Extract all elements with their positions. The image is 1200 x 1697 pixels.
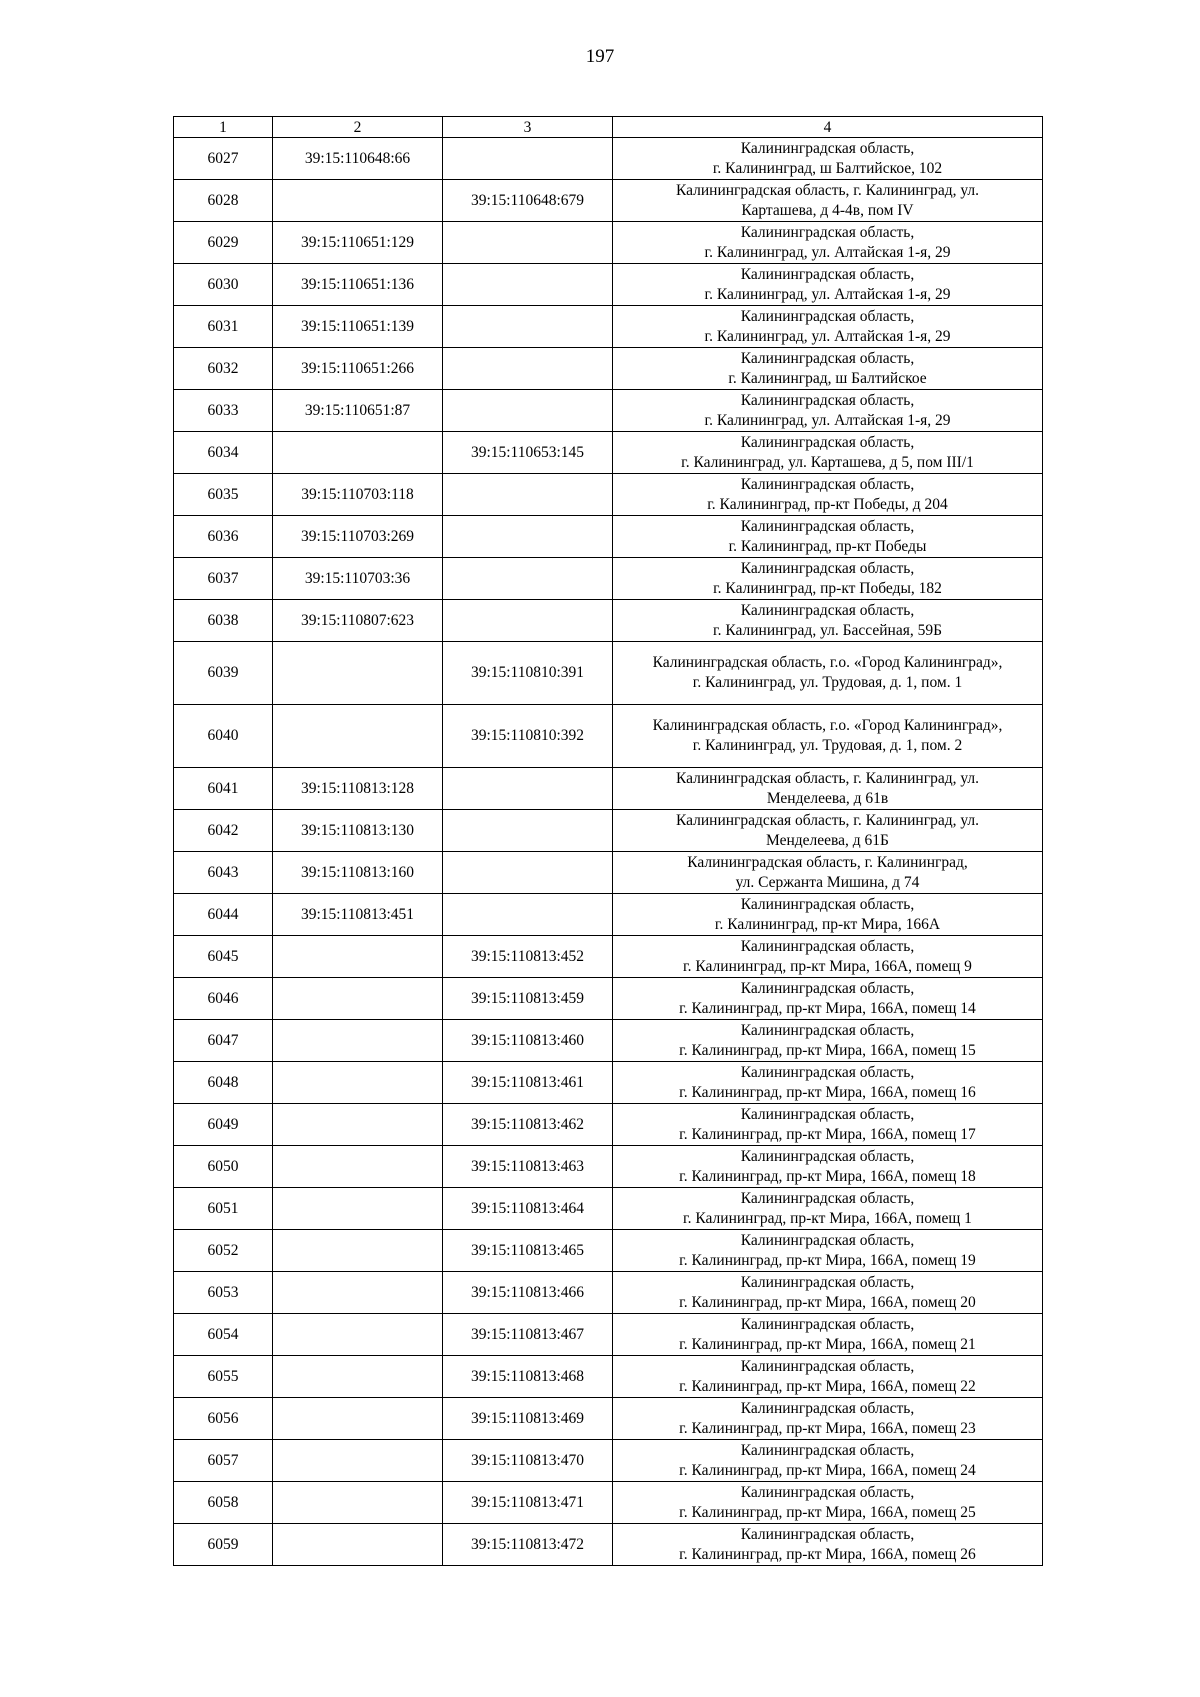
row-number-cell: 6050 — [174, 1146, 273, 1188]
address-line: Калининградская область, — [740, 1357, 915, 1375]
cadastral-number-cell — [273, 1062, 443, 1104]
row-number-cell: 6051 — [174, 1188, 273, 1230]
header-cell-2: 2 — [273, 117, 443, 138]
header-row — [174, 117, 1043, 138]
address-cell — [613, 642, 1043, 705]
address-line: Калининградская область, — [740, 1231, 915, 1249]
premises-cadastral-number-cell: 39:15:110813:463 — [443, 1146, 613, 1188]
address-line: г. Калининград, пр-кт Мира, 166А, помещ 25 — [679, 1503, 976, 1521]
cadastral-number-cell: 39:15:110648:66 — [273, 138, 443, 180]
cadastral-number-cell: 39:15:110651:129 — [273, 222, 443, 264]
table-row — [174, 348, 1043, 390]
address-line: г. Калининград, пр-кт Мира, 166А, помещ 9 — [683, 957, 972, 975]
cadastral-number-cell — [273, 642, 443, 705]
address-cell — [613, 1146, 1043, 1188]
premises-cadastral-number-cell — [443, 348, 613, 390]
table-row — [174, 642, 1043, 705]
address-line: Карташева, д 4-4в, пом IV — [741, 201, 914, 219]
address-cell — [613, 180, 1043, 222]
address-cell — [613, 936, 1043, 978]
table-row — [174, 306, 1043, 348]
premises-cadastral-number-cell — [443, 600, 613, 642]
address-cell — [613, 390, 1043, 432]
cadastral-number-cell: 39:15:110813:128 — [273, 768, 443, 810]
address-line: г. Калининград, пр-кт Мира, 166А, помещ 17 — [679, 1125, 976, 1143]
address-line: г. Калининград, ул. Трудовая, д. 1, пом. 1 — [692, 674, 963, 691]
premises-cadastral-number-cell: 39:15:110813:452 — [443, 936, 613, 978]
table-row — [174, 768, 1043, 810]
cadastral-number-cell: 39:15:110813:451 — [273, 894, 443, 936]
row-number-cell: 6046 — [174, 978, 273, 1020]
row-number-cell: 6028 — [174, 180, 273, 222]
address-line: Калининградская область, — [740, 979, 915, 997]
table-header — [174, 117, 1043, 138]
table-row — [174, 1104, 1043, 1146]
table-row — [174, 810, 1043, 852]
address-cell — [613, 894, 1043, 936]
cadastral-number-cell — [273, 1398, 443, 1440]
address-line: г. Калининград, ул. Алтайская 1-я, 29 — [704, 243, 951, 261]
header-cell-1: 1 — [174, 117, 273, 138]
table-row — [174, 264, 1043, 306]
address-cell — [613, 810, 1043, 852]
row-number-cell: 6043 — [174, 852, 273, 894]
premises-cadastral-number-cell — [443, 306, 613, 348]
cadastral-number-cell — [273, 1272, 443, 1314]
row-number-cell: 6055 — [174, 1356, 273, 1398]
row-number-cell: 6031 — [174, 306, 273, 348]
table-row — [174, 978, 1043, 1020]
address-line: Калининградская область, — [740, 1399, 915, 1417]
address-cell — [613, 1062, 1043, 1104]
address-line: г. Калининград, ул. Карташева, д 5, пом III/1 — [681, 453, 974, 471]
address-cell — [613, 1482, 1043, 1524]
address-line: г. Калининград, пр-кт Мира, 166А, помещ 15 — [679, 1041, 976, 1059]
premises-cadastral-number-cell: 39:15:110813:466 — [443, 1272, 613, 1314]
cadastral-number-cell — [273, 1230, 443, 1272]
address-cell — [613, 306, 1043, 348]
cadastral-number-cell — [273, 1314, 443, 1356]
page-number: 197 — [585, 46, 615, 67]
premises-cadastral-number-cell — [443, 894, 613, 936]
address-cell — [613, 1272, 1043, 1314]
premises-cadastral-number-cell — [443, 810, 613, 852]
address-cell — [613, 474, 1043, 516]
table-body — [174, 138, 1043, 1566]
address-line: Калининградская область, г. Калининград, — [687, 853, 968, 871]
cadastral-number-cell — [273, 705, 443, 768]
row-number-cell: 6047 — [174, 1020, 273, 1062]
table-row — [174, 1230, 1043, 1272]
address-cell — [613, 1398, 1043, 1440]
table-row — [174, 1146, 1043, 1188]
address-line: Калининградская область, — [740, 349, 915, 367]
table-row — [174, 138, 1043, 180]
premises-cadastral-number-cell: 39:15:110813:465 — [443, 1230, 613, 1272]
address-cell — [613, 138, 1043, 180]
row-number-cell: 6058 — [174, 1482, 273, 1524]
table-row — [174, 474, 1043, 516]
premises-cadastral-number-cell: 39:15:110813:472 — [443, 1524, 613, 1566]
cadastral-number-cell — [273, 936, 443, 978]
address-line: г. Калининград, пр-кт Победы, 182 — [713, 579, 942, 597]
premises-cadastral-number-cell: 39:15:110648:679 — [443, 180, 613, 222]
premises-cadastral-number-cell: 39:15:110810:392 — [443, 705, 613, 768]
address-line: г. Калининград, пр-кт Мира, 166А, помещ 16 — [679, 1083, 976, 1101]
cadastral-number-cell: 39:15:110651:136 — [273, 264, 443, 306]
address-cell — [613, 1104, 1043, 1146]
address-line: г. Калининград, ш Балтийское — [728, 369, 927, 387]
address-cell — [613, 264, 1043, 306]
address-cell — [613, 222, 1043, 264]
address-line: Калининградская область, — [740, 433, 915, 451]
address-line: Калининградская область, — [740, 1441, 915, 1459]
address-cell — [613, 852, 1043, 894]
table-row — [174, 852, 1043, 894]
address-line: Калининградская область, — [740, 475, 915, 493]
address-line: г. Калининград, пр-кт Мира, 166А, помещ 1 — [683, 1209, 972, 1227]
cadastral-number-cell: 39:15:110703:36 — [273, 558, 443, 600]
cadastral-number-cell — [273, 1188, 443, 1230]
table-row — [174, 516, 1043, 558]
row-number-cell: 6045 — [174, 936, 273, 978]
address-line: г. Калининград, пр-кт Мира, 166А, помещ 18 — [679, 1167, 976, 1185]
cadastral-number-cell: 39:15:110813:160 — [273, 852, 443, 894]
premises-cadastral-number-cell: 39:15:110813:464 — [443, 1188, 613, 1230]
table-row — [174, 1062, 1043, 1104]
premises-cadastral-number-cell: 39:15:110813:461 — [443, 1062, 613, 1104]
address-line: г. Калининград, пр-кт Мира, 166А, помещ 24 — [679, 1461, 976, 1479]
row-number-cell: 6056 — [174, 1398, 273, 1440]
address-line: г. Калининград, пр-кт Мира, 166А, помещ 21 — [679, 1335, 976, 1353]
table-row — [174, 222, 1043, 264]
address-line: Калининградская область, — [740, 517, 915, 535]
table-row — [174, 1440, 1043, 1482]
address-line: Калининградская область, — [740, 307, 915, 325]
address-line: Калининградская область, г.о. «Город Калининград», — [652, 654, 1003, 671]
address-cell — [613, 768, 1043, 810]
table-row — [174, 180, 1043, 222]
row-number-cell: 6048 — [174, 1062, 273, 1104]
table-row — [174, 600, 1043, 642]
premises-cadastral-number-cell: 39:15:110810:391 — [443, 642, 613, 705]
cadastral-number-cell — [273, 1020, 443, 1062]
row-number-cell: 6029 — [174, 222, 273, 264]
premises-cadastral-number-cell: 39:15:110813:459 — [443, 978, 613, 1020]
address-cell — [613, 1230, 1043, 1272]
address-cell — [613, 1356, 1043, 1398]
address-line: ул. Сержанта Мишина, д 74 — [735, 873, 920, 891]
address-line: Калининградская область, г.о. «Город Калининград», — [652, 717, 1003, 734]
premises-cadastral-number-cell: 39:15:110813:462 — [443, 1104, 613, 1146]
address-line: Калининградская область, — [740, 1147, 915, 1165]
address-line: Калининградская область, — [740, 895, 915, 913]
row-number-cell: 6033 — [174, 390, 273, 432]
address-line: Калининградская область, — [740, 1189, 915, 1207]
address-cell — [613, 978, 1043, 1020]
address-line: Калининградская область, г. Калининград, ул. — [675, 181, 980, 199]
table-row — [174, 894, 1043, 936]
address-line: Калининградская область, — [740, 265, 915, 283]
row-number-cell: 6042 — [174, 810, 273, 852]
table-row — [174, 1272, 1043, 1314]
address-line: г. Калининград, пр-кт Мира, 166А, помещ 26 — [679, 1545, 976, 1563]
address-line: Калининградская область, — [740, 1315, 915, 1333]
row-number-cell: 6034 — [174, 432, 273, 474]
address-cell — [613, 705, 1043, 768]
row-number-cell: 6027 — [174, 138, 273, 180]
cadastral-number-cell — [273, 180, 443, 222]
table-row — [174, 936, 1043, 978]
address-cell — [613, 348, 1043, 390]
premises-cadastral-number-cell: 39:15:110653:145 — [443, 432, 613, 474]
row-number-cell: 6040 — [174, 705, 273, 768]
address-line: Калининградская область, г. Калининград, ул. — [675, 769, 980, 787]
address-line: г. Калининград, ул. Алтайская 1-я, 29 — [704, 411, 951, 429]
row-number-cell: 6035 — [174, 474, 273, 516]
row-number-cell: 6049 — [174, 1104, 273, 1146]
premises-cadastral-number-cell — [443, 222, 613, 264]
premises-cadastral-number-cell — [443, 138, 613, 180]
address-cell — [613, 432, 1043, 474]
row-number-cell: 6041 — [174, 768, 273, 810]
address-cell — [613, 558, 1043, 600]
premises-cadastral-number-cell: 39:15:110813:468 — [443, 1356, 613, 1398]
address-line: г. Калининград, ул. Бассейная, 59Б — [713, 621, 942, 639]
cadastral-number-cell: 39:15:110703:269 — [273, 516, 443, 558]
row-number-cell: 6052 — [174, 1230, 273, 1272]
table-row — [174, 1188, 1043, 1230]
address-cell — [613, 1314, 1043, 1356]
premises-cadastral-number-cell — [443, 768, 613, 810]
header-cell-4: 4 — [613, 117, 1043, 138]
premises-cadastral-number-cell — [443, 516, 613, 558]
address-line: Калининградская область, — [740, 391, 915, 409]
cadastral-number-cell: 39:15:110651:87 — [273, 390, 443, 432]
table-row — [174, 1524, 1043, 1566]
address-line: г. Калининград, ш Балтийское, 102 — [712, 159, 943, 177]
address-line: г. Калининград, пр-кт Победы — [728, 537, 927, 555]
row-number-cell: 6032 — [174, 348, 273, 390]
premises-cadastral-number-cell: 39:15:110813:471 — [443, 1482, 613, 1524]
address-line: г. Калининград, ул. Алтайская 1-я, 29 — [704, 327, 951, 345]
cadastral-number-cell: 39:15:110813:130 — [273, 810, 443, 852]
address-line: Калининградская область, — [740, 223, 915, 241]
table-row — [174, 1482, 1043, 1524]
table-row — [174, 1398, 1043, 1440]
row-number-cell: 6044 — [174, 894, 273, 936]
address-line: г. Калининград, пр-кт Мира, 166А, помещ 14 — [679, 999, 976, 1017]
premises-cadastral-number-cell — [443, 474, 613, 516]
address-line: г. Калининград, пр-кт Мира, 166А, помещ 20 — [679, 1293, 976, 1311]
premises-cadastral-number-cell: 39:15:110813:467 — [443, 1314, 613, 1356]
cadastral-number-cell: 39:15:110807:623 — [273, 600, 443, 642]
address-line: Калининградская область, — [740, 1483, 915, 1501]
address-line: г. Калининград, ул. Трудовая, д. 1, пом. 2 — [692, 737, 963, 754]
cadastral-number-cell: 39:15:110651:266 — [273, 348, 443, 390]
address-line: Калининградская область, — [740, 1021, 915, 1039]
cadastral-number-cell — [273, 1440, 443, 1482]
address-line: г. Калининград, пр-кт Победы, д 204 — [707, 495, 948, 513]
premises-cadastral-number-cell: 39:15:110813:460 — [443, 1020, 613, 1062]
registry-table — [173, 116, 1043, 1566]
row-number-cell: 6030 — [174, 264, 273, 306]
table-row — [174, 390, 1043, 432]
premises-cadastral-number-cell — [443, 852, 613, 894]
address-cell — [613, 600, 1043, 642]
cadastral-number-cell: 39:15:110651:139 — [273, 306, 443, 348]
row-number-cell: 6057 — [174, 1440, 273, 1482]
address-line: Менделеева, д 61в — [766, 789, 889, 807]
address-line: Калининградская область, — [740, 1525, 915, 1543]
address-line: Менделеева, д 61Б — [766, 831, 889, 849]
table-row — [174, 1356, 1043, 1398]
cadastral-number-cell — [273, 1482, 443, 1524]
row-number-cell: 6059 — [174, 1524, 273, 1566]
address-cell — [613, 516, 1043, 558]
cadastral-number-cell: 39:15:110703:118 — [273, 474, 443, 516]
address-line: Калининградская область, — [740, 559, 915, 577]
cadastral-number-cell — [273, 1524, 443, 1566]
table-row — [174, 1314, 1043, 1356]
address-line: Калининградская область, — [740, 937, 915, 955]
address-line: Калининградская область, г. Калининград, ул. — [675, 811, 980, 829]
table-row — [174, 705, 1043, 768]
row-number-cell: 6038 — [174, 600, 273, 642]
row-number-cell: 6036 — [174, 516, 273, 558]
address-line: г. Калининград, пр-кт Мира, 166А, помещ 19 — [679, 1251, 976, 1269]
address-cell — [613, 1440, 1043, 1482]
premises-cadastral-number-cell — [443, 264, 613, 306]
address-line: г. Калининград, пр-кт Мира, 166А, помещ 22 — [679, 1377, 976, 1395]
cadastral-number-cell — [273, 432, 443, 474]
premises-cadastral-number-cell: 39:15:110813:469 — [443, 1398, 613, 1440]
address-cell — [613, 1524, 1043, 1566]
row-number-cell: 6037 — [174, 558, 273, 600]
table-row — [174, 432, 1043, 474]
row-number-cell: 6053 — [174, 1272, 273, 1314]
address-line: Калининградская область, — [740, 1273, 915, 1291]
address-line: г. Калининград, ул. Алтайская 1-я, 29 — [704, 285, 951, 303]
address-line: г. Калининград, пр-кт Мира, 166А, помещ 23 — [679, 1419, 976, 1437]
table-row — [174, 558, 1043, 600]
address-line: Калининградская область, — [740, 1063, 915, 1081]
cadastral-number-cell — [273, 1104, 443, 1146]
address-line: Калининградская область, — [740, 1105, 915, 1123]
row-number-cell: 6039 — [174, 642, 273, 705]
cadastral-number-cell — [273, 978, 443, 1020]
premises-cadastral-number-cell — [443, 558, 613, 600]
address-cell — [613, 1188, 1043, 1230]
table-row — [174, 1020, 1043, 1062]
cadastral-number-cell — [273, 1146, 443, 1188]
header-cell-3: 3 — [443, 117, 613, 138]
row-number-cell: 6054 — [174, 1314, 273, 1356]
cadastral-number-cell — [273, 1356, 443, 1398]
address-cell — [613, 1020, 1043, 1062]
premises-cadastral-number-cell — [443, 390, 613, 432]
premises-cadastral-number-cell: 39:15:110813:470 — [443, 1440, 613, 1482]
address-line: г. Калининград, пр-кт Мира, 166А — [714, 915, 941, 933]
address-line: Калининградская область, — [740, 139, 915, 157]
address-line: Калининградская область, — [740, 601, 915, 619]
